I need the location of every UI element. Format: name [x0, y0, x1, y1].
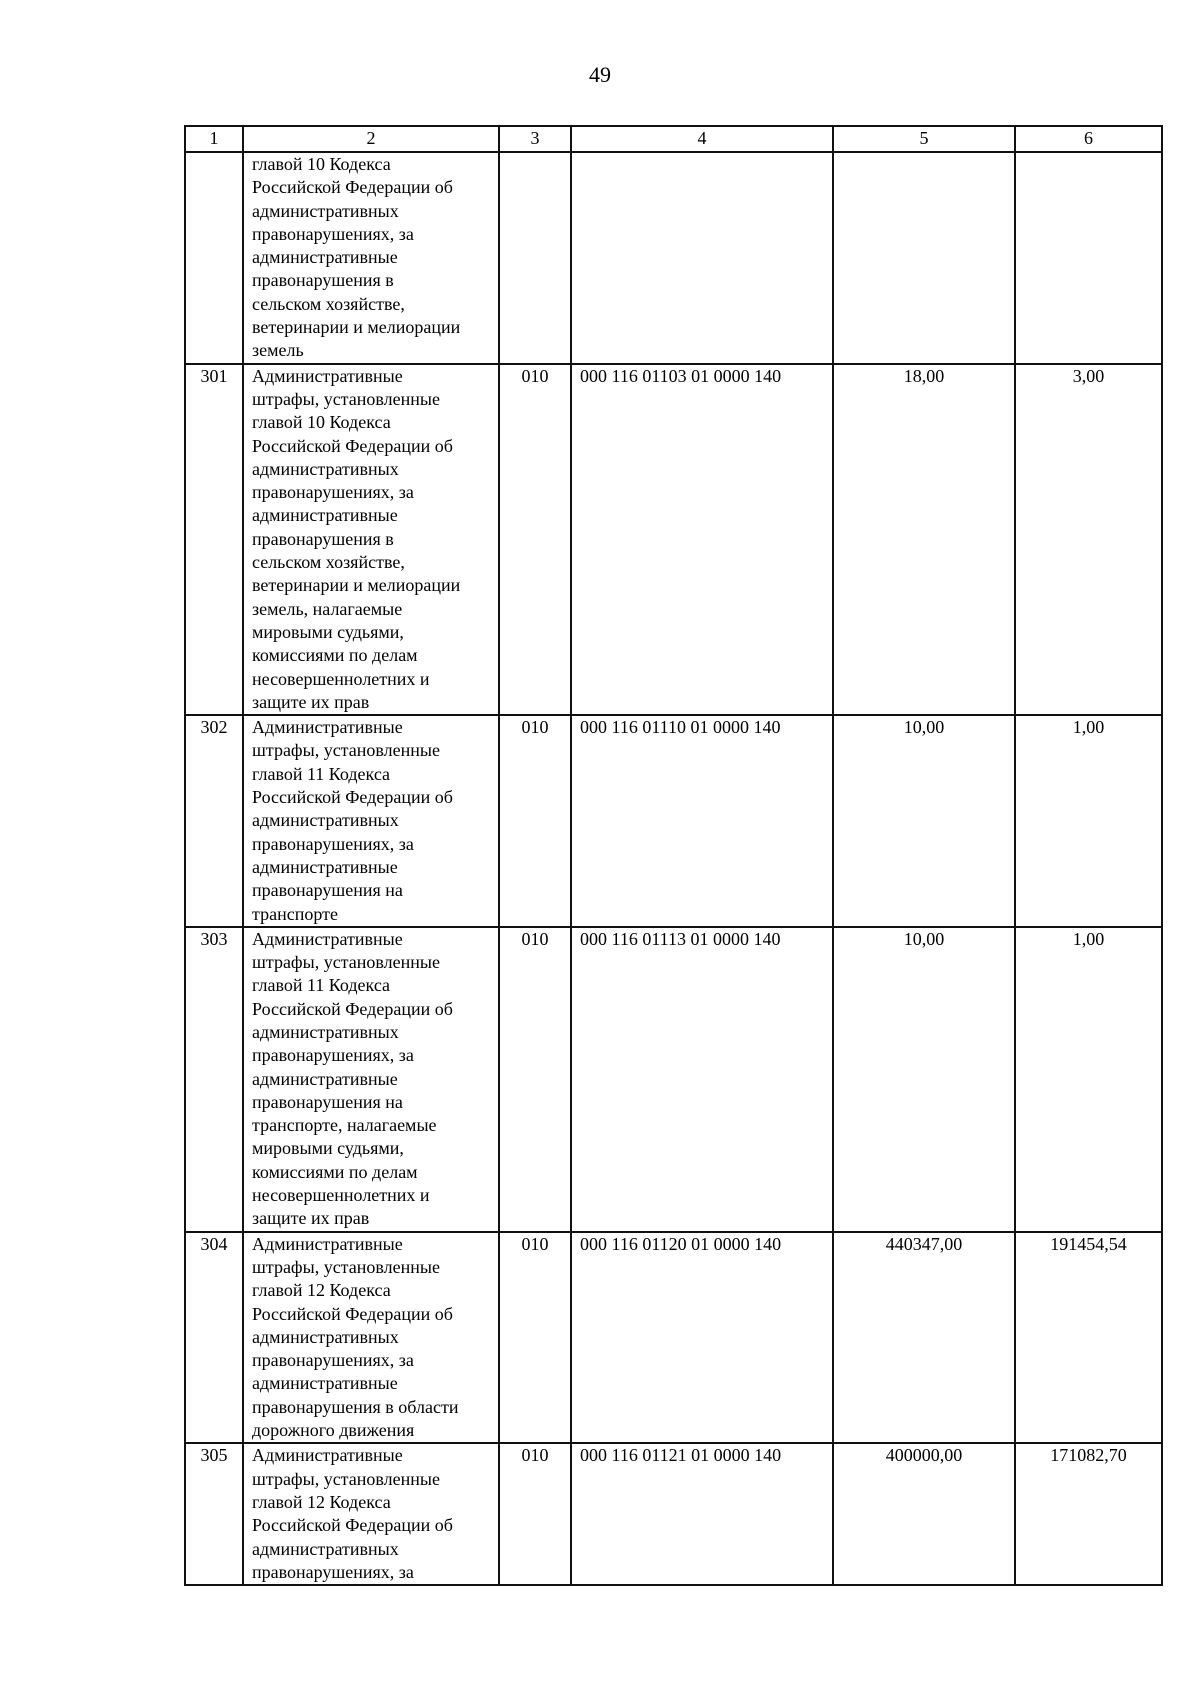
row-kbk-cell: 000 116 01103 01 0000 140: [571, 364, 833, 715]
row-kbk-cell: 000 116 01113 01 0000 140: [571, 927, 833, 1232]
description-line: правонарушения в: [252, 528, 394, 549]
description-line: земель: [252, 340, 304, 361]
table-row: [185, 364, 1162, 715]
table-row: [185, 715, 1162, 927]
row-code-cell: [499, 152, 571, 364]
description-line: Административные: [252, 928, 403, 949]
description-line: земель, налагаемые: [252, 598, 403, 619]
row-kbk-cell: 000 116 01121 01 0000 140: [571, 1443, 833, 1585]
description-line: Административные: [252, 1445, 403, 1466]
description-line: штрафы, установленные: [252, 388, 440, 409]
description-line: штрафы, установленные: [252, 740, 440, 761]
description-line: Российской Федерации об: [252, 998, 453, 1019]
description-line: ветеринарии и мелиорации: [252, 317, 461, 338]
row-fact-cell: 1,00: [1015, 927, 1162, 1232]
description-line: Российской Федерации об: [252, 1515, 453, 1536]
row-code-cell: 010: [499, 1443, 571, 1585]
row-number-cell: 304: [185, 1232, 243, 1444]
row-description-cell: [243, 1232, 499, 1444]
row-plan-cell: 18,00: [833, 364, 1015, 715]
description-line: административных: [252, 200, 399, 221]
description-line: административные: [252, 1373, 398, 1394]
description-line: правонарушения в: [252, 270, 394, 291]
table-row: [185, 927, 1162, 1232]
description-line: главой 11 Кодекса: [252, 763, 391, 784]
description-line: Российской Федерации об: [252, 1303, 453, 1324]
row-kbk-cell: 000 116 01120 01 0000 140: [571, 1232, 833, 1444]
description-line: главой 11 Кодекса: [252, 975, 391, 996]
description-line: транспорте, налагаемые: [252, 1115, 437, 1136]
description-line: защите их прав: [252, 691, 370, 712]
description-line: Административные: [252, 365, 403, 386]
row-description-cell: [243, 152, 499, 364]
row-number-cell: 301: [185, 364, 243, 715]
row-number-cell: [185, 152, 243, 364]
description-line: транспорте: [252, 903, 338, 924]
row-fact-cell: 1,00: [1015, 715, 1162, 927]
description-line: комиссиями по делам: [252, 1161, 418, 1182]
description-line: несовершеннолетних и: [252, 668, 430, 689]
description-line: административные: [252, 1068, 398, 1089]
row-number-cell: 305: [185, 1443, 243, 1585]
row-code-cell: 010: [499, 1232, 571, 1444]
table-row: [185, 1443, 1162, 1585]
header-cell-6: 6: [1015, 126, 1162, 152]
row-number-cell: 302: [185, 715, 243, 927]
row-plan-cell: 10,00: [833, 927, 1015, 1232]
description-line: штрафы, установленные: [252, 1468, 440, 1489]
description-line: правонарушения на: [252, 1091, 403, 1112]
row-description-cell: [243, 1443, 499, 1585]
description-line: главой 12 Кодекса: [252, 1280, 391, 1301]
row-fact-cell: 191454,54: [1015, 1232, 1162, 1444]
header-cell-2: 2: [243, 126, 499, 152]
description-line: правонарушениях, за: [252, 1045, 414, 1066]
row-code-cell: 010: [499, 927, 571, 1232]
description-line: сельском хозяйстве,: [252, 293, 405, 314]
description-line: правонарушениях, за: [252, 1561, 414, 1582]
row-plan-cell: 440347,00: [833, 1232, 1015, 1444]
table-row: [185, 152, 1162, 364]
table-body: [185, 152, 1162, 1585]
description-line: Российской Федерации об: [252, 177, 453, 198]
row-description-cell: [243, 927, 499, 1232]
row-kbk-cell: 000 116 01110 01 0000 140: [571, 715, 833, 927]
header-cell-4: 4: [571, 126, 833, 152]
description-line: административных: [252, 1326, 399, 1347]
description-line: штрафы, установленные: [252, 952, 440, 973]
row-kbk-cell: [571, 152, 833, 364]
description-line: правонарушения на: [252, 880, 403, 901]
description-line: административных: [252, 810, 399, 831]
row-code-cell: 010: [499, 364, 571, 715]
row-number-cell: 303: [185, 927, 243, 1232]
row-plan-cell: 10,00: [833, 715, 1015, 927]
row-description-cell: [243, 715, 499, 927]
description-line: мировыми судьями,: [252, 621, 404, 642]
row-code-cell: 010: [499, 715, 571, 927]
row-fact-cell: 3,00: [1015, 364, 1162, 715]
description-line: правонарушения в области: [252, 1396, 459, 1417]
description-line: правонарушениях, за: [252, 1350, 414, 1371]
description-line: правонарушениях, за: [252, 482, 414, 503]
description-line: правонарушениях, за: [252, 223, 414, 244]
header-cell-1: 1: [185, 126, 243, 152]
description-line: главой 10 Кодекса: [252, 412, 391, 433]
description-line: несовершеннолетних и: [252, 1185, 430, 1206]
description-line: административные: [252, 505, 398, 526]
header-row: [185, 126, 1162, 152]
row-description-cell: [243, 364, 499, 715]
description-line: штрафы, установленные: [252, 1256, 440, 1277]
header-cell-5: 5: [833, 126, 1015, 152]
row-fact-cell: 171082,70: [1015, 1443, 1162, 1585]
description-line: административные: [252, 856, 398, 877]
table-row: [185, 1232, 1162, 1444]
description-line: Российской Федерации об: [252, 435, 453, 456]
description-line: защите их прав: [252, 1208, 370, 1229]
description-line: Административные: [252, 717, 403, 738]
description-line: ветеринарии и мелиорации: [252, 575, 461, 596]
description-line: административные: [252, 247, 398, 268]
header-cell-3: 3: [499, 126, 571, 152]
description-line: мировыми судьями,: [252, 1138, 404, 1159]
row-plan-cell: 400000,00: [833, 1443, 1015, 1585]
description-line: Административные: [252, 1233, 403, 1254]
data-table: [184, 125, 1163, 1586]
page-number: 49: [589, 62, 611, 87]
description-line: главой 10 Кодекса: [252, 154, 391, 174]
description-line: Российской Федерации об: [252, 787, 453, 808]
description-line: административных: [252, 1538, 399, 1559]
row-plan-cell: [833, 152, 1015, 364]
description-line: сельском хозяйстве,: [252, 552, 405, 573]
row-fact-cell: [1015, 152, 1162, 364]
description-line: комиссиями по делам: [252, 645, 418, 666]
description-line: административных: [252, 458, 399, 479]
description-line: дорожного движения: [252, 1420, 415, 1441]
description-line: главой 12 Кодекса: [252, 1491, 391, 1512]
description-line: административных: [252, 1021, 399, 1042]
description-line: правонарушениях, за: [252, 833, 414, 854]
